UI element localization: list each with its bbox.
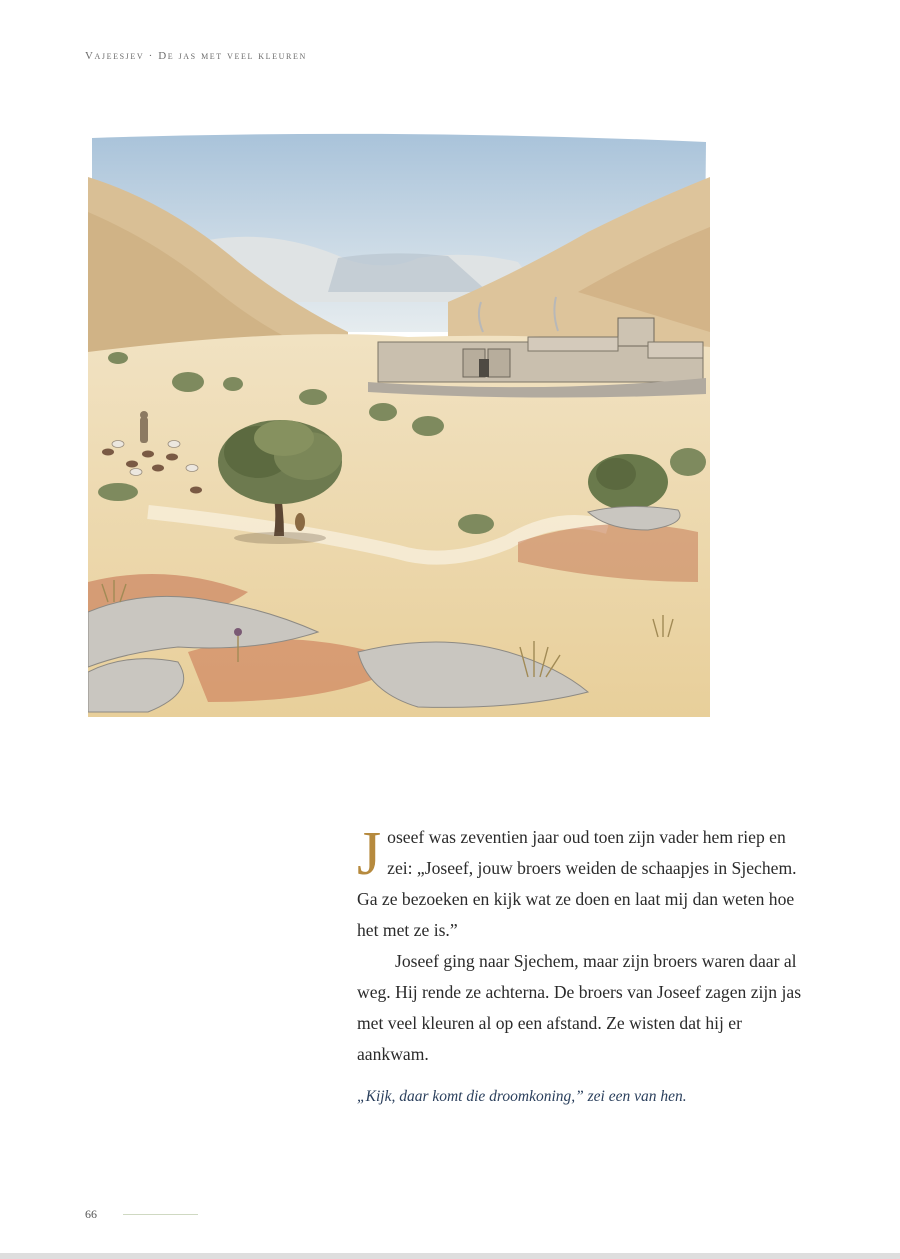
landscape-illustration — [88, 132, 710, 717]
story-paragraph-1 — [357, 822, 807, 946]
drop-cap: J — [357, 820, 382, 888]
landscape-picture — [88, 132, 710, 717]
paragraph-1-text: oseef was zeventien jaar oud toen zijn vader hem riep en zei: „Joseef, jouw broers weiden de schaapjes in Sjechem. Ga ze bezoeken en kijk wat ze doen en laat mij dan weten hoe het met ze is.” — [357, 827, 797, 940]
dialogue-quote: „Kijk, daar komt die droomkoning,” zei een van hen. — [357, 1088, 687, 1105]
story-text — [357, 822, 807, 1070]
story-paragraph-2: Joseef ging naar Sjechem, maar zijn broers waren daar al weg. Hij rende ze achterna. De broers van Joseef zagen zijn jas met veel kleuren al op een afstand. Ze wisten dat hij er aankwam. — [357, 951, 802, 1064]
footer-rule — [123, 1214, 198, 1215]
page-bottom-edge — [0, 1253, 900, 1259]
running-header: Vajeesjev · De jas met veel kleuren — [85, 50, 307, 62]
page-number: 66 — [85, 1207, 97, 1221]
